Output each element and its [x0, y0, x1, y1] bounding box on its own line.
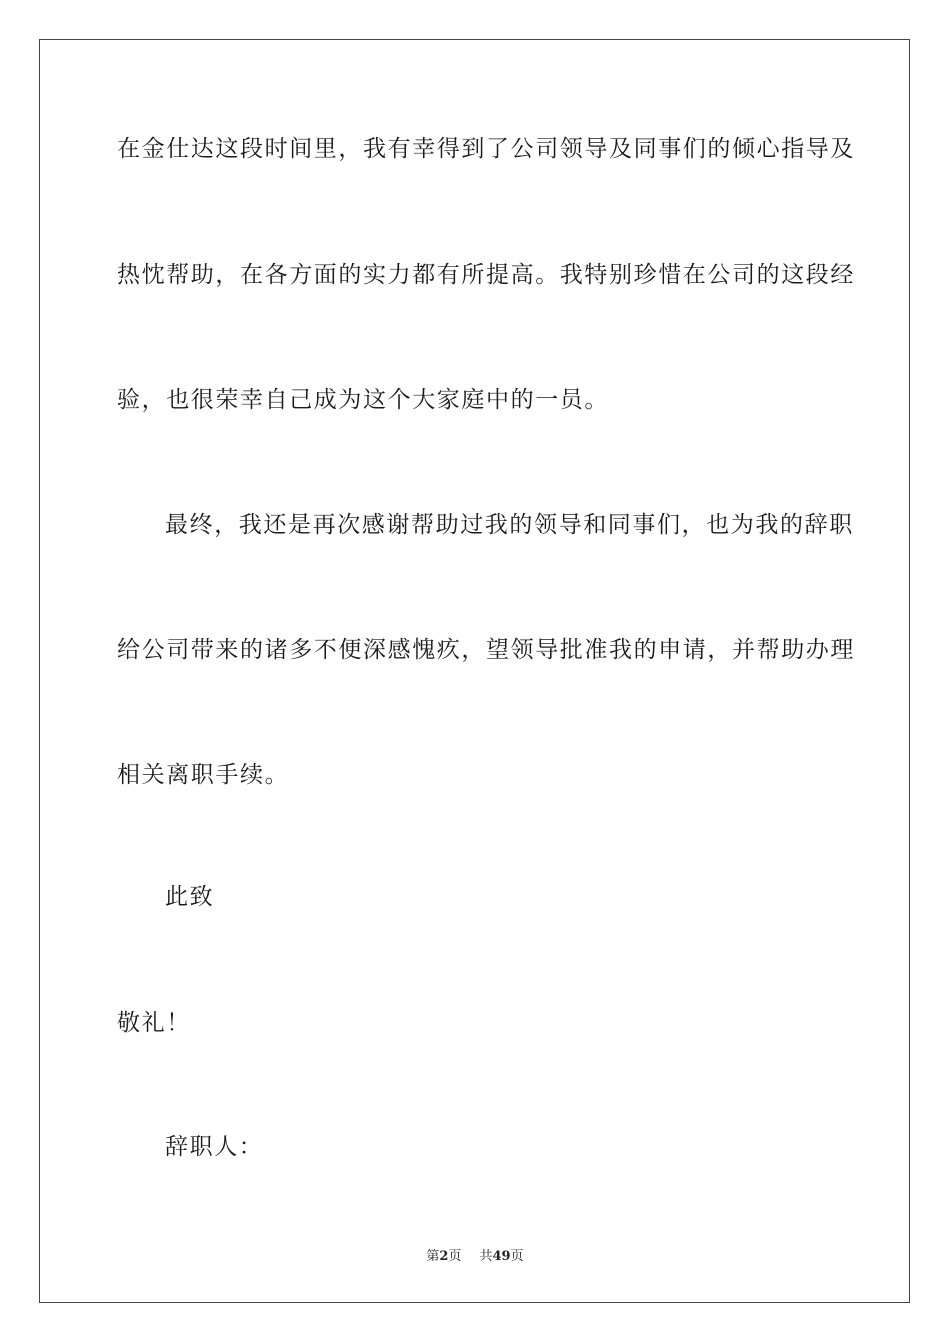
body-line-2: 热忱帮助，在各方面的实力都有所提高。我特别珍惜在公司的这段经: [117, 262, 855, 288]
closing-salutation: 此致: [165, 884, 215, 910]
footer-page-prefix: 第: [426, 1249, 440, 1264]
body-line-6: 相关离职手续。: [117, 762, 290, 788]
page-frame: [39, 39, 910, 1303]
page-footer: [0, 1248, 950, 1266]
signature-label: 辞职人：: [165, 1134, 264, 1160]
body-line-3: 验，也很荣幸自己成为这个大家庭中的一员。: [117, 387, 609, 413]
footer-page-suffix: 页: [448, 1249, 462, 1264]
body-line-1: 在金仕达这段时间里，我有幸得到了公司领导及同事们的倾心指导及: [117, 136, 855, 162]
footer-total-suffix: 页: [510, 1249, 524, 1264]
footer-total-pages: 49: [492, 1249, 511, 1264]
body-line-4: 最终，我还是再次感谢帮助过我的领导和同事们，也为我的辞职: [165, 512, 854, 538]
footer-total-prefix: 共: [479, 1249, 493, 1264]
footer-page-number: 2: [439, 1249, 449, 1264]
closing-regards: 敬礼！: [117, 1010, 191, 1036]
body-line-5: 给公司带来的诸多不便深感愧疚，望领导批准我的申请，并帮助办理: [117, 637, 855, 663]
